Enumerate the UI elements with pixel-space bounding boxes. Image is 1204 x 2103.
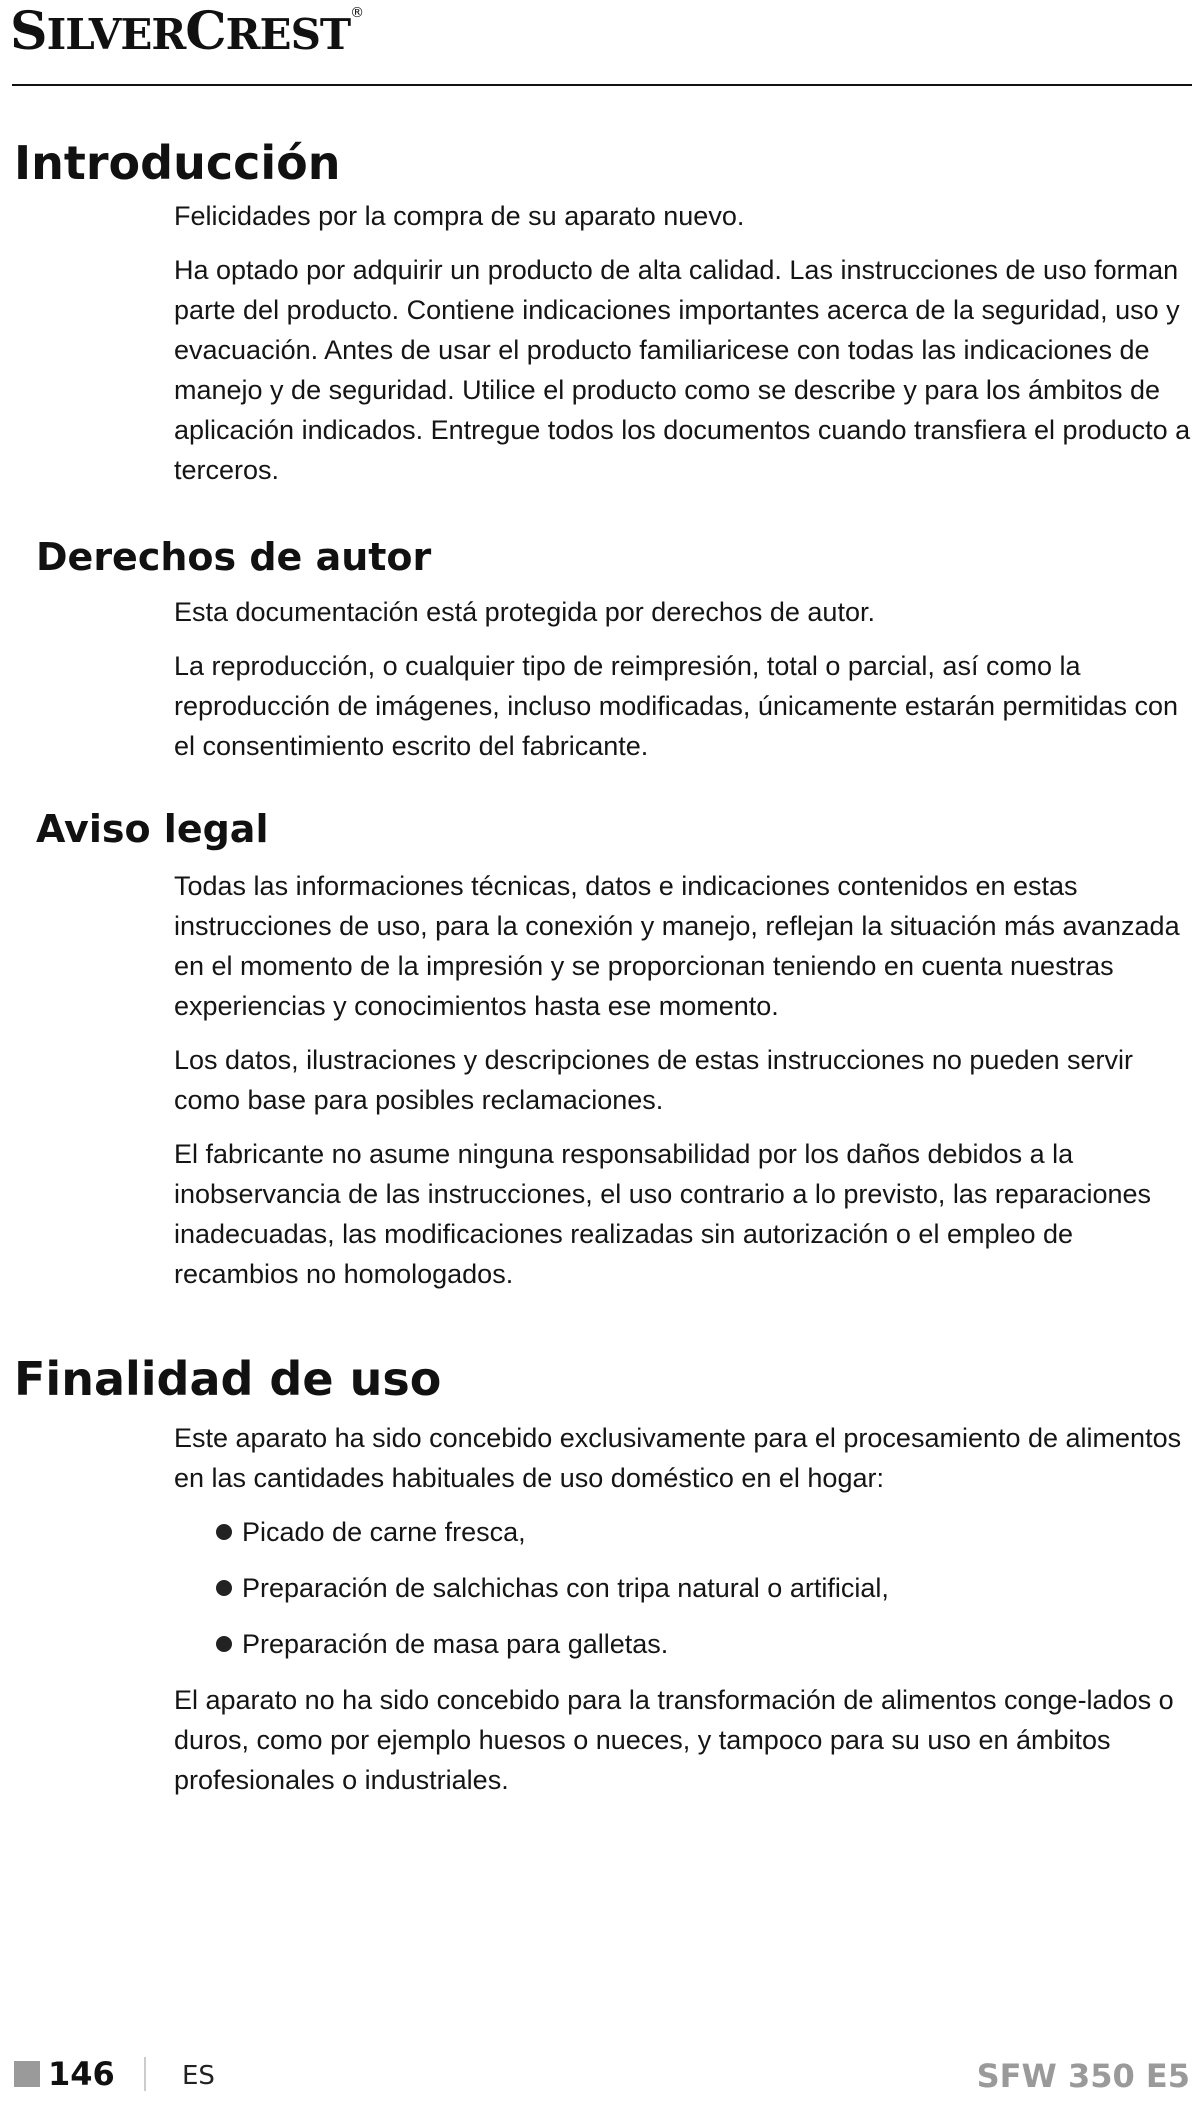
paragraph: El aparato no ha sido concebido para la transformación de alimentos conge-lados o duros, como por ejemplo huesos o nueces, y tampoco para su uso en ámbitos profesionales o industriales. [174, 1685, 1174, 1795]
bullet-icon [216, 1636, 232, 1652]
paragraph: El fabricante no asume ninguna responsabilidad por los daños debidos a la inobservancia de las instrucciones, el uso contrario a lo previsto, las reparaciones inadecuadas, las modificaciones realizadas sin autorización o el empleo de recambios no homologados. [174, 1139, 1152, 1289]
paragraph: Felicidades por la compra de su aparato nuevo. [174, 201, 745, 231]
model-number: SFW 350 E5 [976, 2057, 1190, 2095]
section-title-finalidad: Finalidad de uso [14, 1352, 442, 1406]
page-number: 146 [48, 2055, 115, 2093]
section-title-aviso: Aviso legal [36, 807, 269, 851]
header-divider [12, 84, 1192, 86]
page-footer [0, 2055, 1204, 2095]
section-body-finalidad [174, 1418, 1194, 1814]
bullet-icon [216, 1580, 232, 1596]
brand-logo: SILVERCREST® [10, 1, 364, 62]
section-body-derechos [174, 592, 1194, 780]
section-body-aviso [174, 866, 1194, 1308]
footer-divider [144, 2057, 146, 2091]
paragraph: Esta documentación está protegida por derechos de autor. [174, 597, 875, 627]
section-title-derechos: Derechos de autor [36, 535, 432, 579]
section-body-introduccion [174, 196, 1194, 504]
section-title-introduccion: Introducción [14, 136, 341, 190]
paragraph: Todas las informaciones técnicas, datos e indicaciones contenidos en estas instrucciones de uso, para la conexión y manejo, reflejan la situación más avanzada en el momento de la impresión y se proporcionan teniendo en cuenta nuestras experiencias y conocimientos hasta ese momento. [174, 871, 1180, 1021]
page-marker-icon [14, 2061, 40, 2087]
list-item: Picado de carne fresca, [216, 1512, 1194, 1552]
usage-list [174, 1512, 1194, 1664]
paragraph: La reproducción, o cualquier tipo de reimpresión, total o parcial, así como la reproducción de imágenes, incluso modificadas, únicamente estarán permitidas con el consentimiento escrito del fabricante. [174, 651, 1179, 761]
list-item: Preparación de masa para galletas. [216, 1624, 1194, 1664]
paragraph: Los datos, ilustraciones y descripciones de estas instrucciones no pueden servir como base para posibles reclamaciones. [174, 1045, 1134, 1115]
paragraph: Este aparato ha sido concebido exclusivamente para el procesamiento de alimentos en las cantidades habituales de uso doméstico en el hogar: [174, 1423, 1182, 1493]
paragraph: Ha optado por adquirir un producto de alta calidad. Las instrucciones de uso forman parte del producto. Contiene indicaciones importantes acerca de la seguridad, uso y evacuación. Antes de usar el producto familiaricese con todas las indicaciones de manejo y de seguridad. Utilice el producto como se describe y para los ámbitos de aplicación indicados. Entregue todos los documentos cuando transfiera el producto a terceros. [174, 255, 1191, 485]
language-code: ES [182, 2061, 215, 2091]
list-item: Preparación de salchichas con tripa natural o artificial, [216, 1568, 1194, 1608]
bullet-icon [216, 1524, 232, 1540]
